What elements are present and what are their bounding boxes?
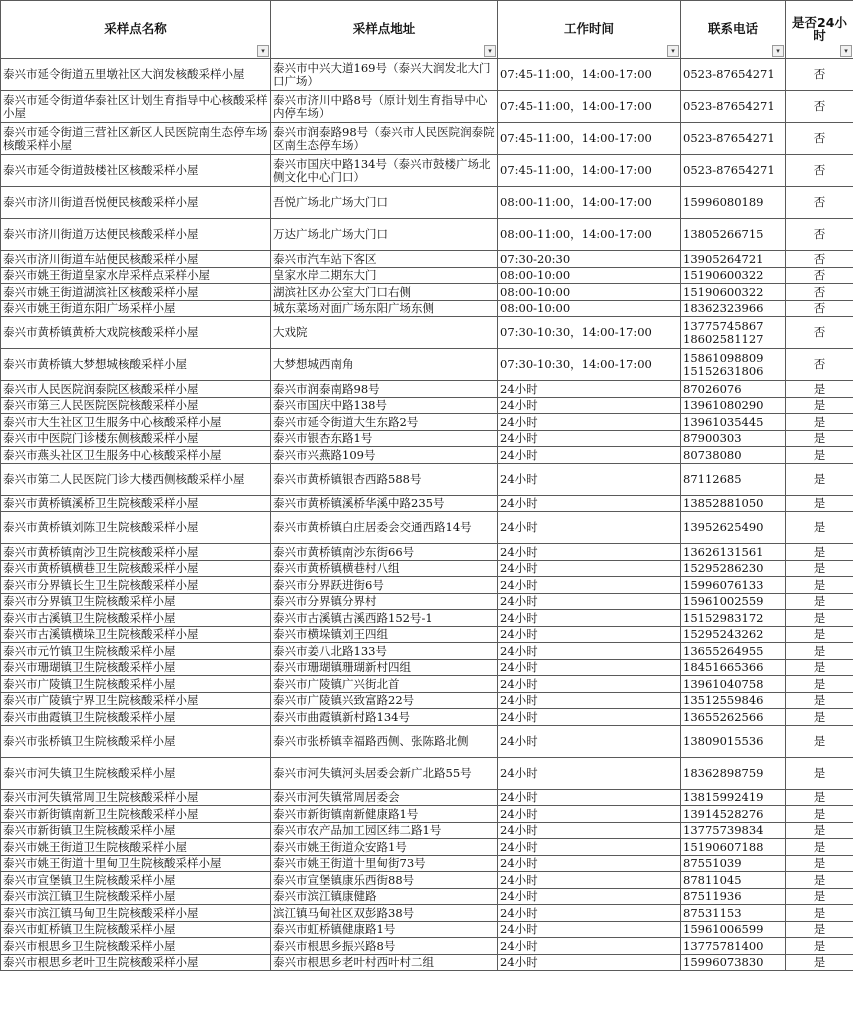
- table-row: [1, 219, 853, 251]
- cell-phone[interactable]: 15190600322: [681, 267, 786, 284]
- cell-phone[interactable]: 15295243262: [681, 626, 786, 643]
- cell-name[interactable]: 泰兴市广陵镇卫生院核酸采样小屋: [1, 676, 271, 693]
- table-row: [1, 954, 853, 971]
- cell-hours[interactable]: 24小时: [498, 789, 681, 806]
- cell-24h[interactable]: 是: [786, 626, 853, 643]
- cell-phone[interactable]: 15996080189: [681, 187, 786, 219]
- cell-name[interactable]: 泰兴市姚王街道十里甸卫生院核酸采样小屋: [1, 855, 271, 872]
- cell-hours[interactable]: 24小时: [498, 577, 681, 594]
- cell-address[interactable]: 泰兴市国庆中路134号（泰兴市鼓楼广场北侧文化中心门口）: [271, 155, 498, 187]
- table-row: [1, 610, 853, 627]
- cell-phone[interactable]: 87531153: [681, 905, 786, 922]
- cell-name[interactable]: 泰兴市济川街道吾悦便民核酸采样小屋: [1, 187, 271, 219]
- cell-24h[interactable]: 否: [786, 349, 853, 381]
- dropdown-filter-icon[interactable]: ▾: [772, 45, 784, 57]
- cell-24h[interactable]: 是: [786, 757, 853, 789]
- table-row: [1, 317, 853, 349]
- cell-phone[interactable]: 13961040758: [681, 676, 786, 693]
- cell-phone[interactable]: 15861098809 15152631806: [681, 349, 786, 381]
- cell-24h[interactable]: 否: [786, 317, 853, 349]
- cell-hours[interactable]: 24小时: [498, 381, 681, 398]
- cell-phone[interactable]: 13852881050: [681, 495, 786, 512]
- cell-hours[interactable]: 08:00-11:00，14:00-17:00: [498, 219, 681, 251]
- cell-hours[interactable]: 24小时: [498, 430, 681, 447]
- cell-hours[interactable]: 24小时: [498, 806, 681, 823]
- cell-hours[interactable]: 07:45-11:00，14:00-17:00: [498, 59, 681, 91]
- table-row: [1, 300, 853, 317]
- cell-phone[interactable]: 15996076133: [681, 577, 786, 594]
- cell-address[interactable]: 泰兴市国庆中路138号: [271, 397, 498, 414]
- cell-24h[interactable]: 是: [786, 544, 853, 561]
- cell-hours[interactable]: 24小时: [498, 725, 681, 757]
- cell-24h[interactable]: 是: [786, 855, 853, 872]
- cell-24h[interactable]: 是: [786, 822, 853, 839]
- cell-name[interactable]: 泰兴市分界镇卫生院核酸采样小屋: [1, 593, 271, 610]
- table-row: [1, 381, 853, 398]
- cell-name[interactable]: 泰兴市延令街道华泰社区计划生育指导中心核酸采样小屋: [1, 91, 271, 123]
- cell-24h[interactable]: 是: [786, 512, 853, 544]
- cell-phone[interactable]: 13512559846: [681, 692, 786, 709]
- cell-name[interactable]: 泰兴市黄桥镇大梦想城核酸采样小屋: [1, 349, 271, 381]
- cell-24h[interactable]: 是: [786, 954, 853, 971]
- cell-phone[interactable]: 13775739834: [681, 822, 786, 839]
- cell-phone[interactable]: 13952625490: [681, 512, 786, 544]
- cell-hours[interactable]: 07:30-10:30，14:00-17:00: [498, 349, 681, 381]
- cell-phone[interactable]: 18451665366: [681, 659, 786, 676]
- table-row: [1, 59, 853, 91]
- table-row: [1, 91, 853, 123]
- cell-hours[interactable]: 24小时: [498, 560, 681, 577]
- cell-name[interactable]: 泰兴市滨江镇卫生院核酸采样小屋: [1, 888, 271, 905]
- dropdown-filter-icon[interactable]: ▾: [840, 45, 852, 57]
- cell-address[interactable]: 泰兴市珊瑚镇珊瑚新村四组: [271, 659, 498, 676]
- cell-phone[interactable]: 13914528276: [681, 806, 786, 823]
- column-header-address[interactable]: 采样点地址 ▾: [271, 1, 498, 59]
- cell-24h[interactable]: 是: [786, 397, 853, 414]
- cell-24h[interactable]: 是: [786, 938, 853, 955]
- cell-address[interactable]: 泰兴市汽车站下客区: [271, 251, 498, 268]
- cell-name[interactable]: 泰兴市大生社区卫生服务中心核酸采样小屋: [1, 414, 271, 431]
- cell-phone[interactable]: 15961002559: [681, 593, 786, 610]
- table-row: [1, 267, 853, 284]
- cell-name[interactable]: 泰兴市人民医院润泰院区核酸采样小屋: [1, 381, 271, 398]
- cell-name[interactable]: 泰兴市延令街道三营社区新区人民医院南生态停车场核酸采样小屋: [1, 123, 271, 155]
- cell-phone[interactable]: 87551039: [681, 855, 786, 872]
- column-header-24h[interactable]: 是否24小时 ▾: [786, 1, 853, 59]
- cell-address[interactable]: 泰兴市张桥镇幸福路西侧、张陈路北侧: [271, 725, 498, 757]
- cell-24h[interactable]: 是: [786, 414, 853, 431]
- cell-hours[interactable]: 24小时: [498, 757, 681, 789]
- cell-hours[interactable]: 24小时: [498, 512, 681, 544]
- cell-hours[interactable]: 24小时: [498, 397, 681, 414]
- table-row: [1, 921, 853, 938]
- cell-24h[interactable]: 是: [786, 921, 853, 938]
- cell-name[interactable]: 泰兴市广陵镇宁界卫生院核酸采样小屋: [1, 692, 271, 709]
- table-row: [1, 806, 853, 823]
- cell-address[interactable]: 吾悦广场北广场大门口: [271, 187, 498, 219]
- cell-24h[interactable]: 否: [786, 59, 853, 91]
- cell-phone[interactable]: 13655262566: [681, 709, 786, 726]
- cell-hours[interactable]: 24小时: [498, 414, 681, 431]
- cell-address[interactable]: 泰兴市黄桥镇南沙东街66号: [271, 544, 498, 561]
- cell-24h[interactable]: 是: [786, 577, 853, 594]
- table-row: [1, 626, 853, 643]
- cell-phone[interactable]: 13775781400: [681, 938, 786, 955]
- cell-address[interactable]: 滨江镇马甸社区双彭路38号: [271, 905, 498, 922]
- cell-24h[interactable]: 是: [786, 495, 853, 512]
- cell-24h[interactable]: 否: [786, 251, 853, 268]
- cell-name[interactable]: 泰兴市分界镇长生卫生院核酸采样小屋: [1, 577, 271, 594]
- cell-name[interactable]: 泰兴市姚王街道皇家水岸采样点采样小屋: [1, 267, 271, 284]
- cell-address[interactable]: 泰兴市广陵镇广兴街北首: [271, 676, 498, 693]
- cell-address[interactable]: 泰兴市虹桥镇健康路1号: [271, 921, 498, 938]
- cell-address[interactable]: 泰兴市黄桥镇横巷村八组: [271, 560, 498, 577]
- table-row: [1, 414, 853, 431]
- cell-address[interactable]: 泰兴市河失镇河头居委会新广北路55号: [271, 757, 498, 789]
- cell-24h[interactable]: 否: [786, 284, 853, 301]
- cell-address[interactable]: 泰兴市黄桥镇溪桥华溪中路235号: [271, 495, 498, 512]
- cell-phone[interactable]: 13626131561: [681, 544, 786, 561]
- cell-address[interactable]: 泰兴市农产品加工园区纬二路1号: [271, 822, 498, 839]
- cell-name[interactable]: 泰兴市第二人民医院门诊大楼西侧核酸采样小屋: [1, 463, 271, 495]
- dropdown-filter-icon[interactable]: ▾: [257, 45, 269, 57]
- table-row: [1, 577, 853, 594]
- cell-name[interactable]: 泰兴市延令街道五里墩社区大润发核酸采样小屋: [1, 59, 271, 91]
- cell-hours[interactable]: 24小时: [498, 610, 681, 627]
- cell-hours[interactable]: 24小时: [498, 822, 681, 839]
- cell-name[interactable]: 泰兴市古溪镇卫生院核酸采样小屋: [1, 610, 271, 627]
- cell-name[interactable]: 泰兴市河失镇卫生院核酸采样小屋: [1, 757, 271, 789]
- cell-hours[interactable]: 24小时: [498, 954, 681, 971]
- table-row: [1, 789, 853, 806]
- cell-hours[interactable]: 07:45-11:00，14:00-17:00: [498, 91, 681, 123]
- cell-hours[interactable]: 24小时: [498, 855, 681, 872]
- cell-name[interactable]: 泰兴市珊瑚镇卫生院核酸采样小屋: [1, 659, 271, 676]
- cell-name[interactable]: 泰兴市宣堡镇卫生院核酸采样小屋: [1, 872, 271, 889]
- cell-address[interactable]: 泰兴市银杏东路1号: [271, 430, 498, 447]
- table-row: [1, 284, 853, 301]
- cell-24h[interactable]: 是: [786, 692, 853, 709]
- cell-phone[interactable]: 13775745867 18602581127: [681, 317, 786, 349]
- cell-24h[interactable]: 是: [786, 560, 853, 577]
- cell-phone[interactable]: 87900303: [681, 430, 786, 447]
- cell-24h[interactable]: 是: [786, 643, 853, 660]
- cell-name[interactable]: 泰兴市济川街道车站便民核酸采样小屋: [1, 251, 271, 268]
- cell-address[interactable]: 泰兴市润泰路98号（泰兴市人民医院润泰院区南生态停车场）: [271, 123, 498, 155]
- cell-24h[interactable]: 是: [786, 872, 853, 889]
- table-row: [1, 123, 853, 155]
- cell-address[interactable]: 泰兴市姜八北路133号: [271, 643, 498, 660]
- cell-hours[interactable]: 24小时: [498, 872, 681, 889]
- cell-phone[interactable]: 18362898759: [681, 757, 786, 789]
- cell-hours[interactable]: 24小时: [498, 921, 681, 938]
- cell-hours[interactable]: 24小时: [498, 544, 681, 561]
- cell-name[interactable]: 泰兴市济川街道万达便民核酸采样小屋: [1, 219, 271, 251]
- cell-address[interactable]: 泰兴市黄桥镇白庄居委会交通西路14号: [271, 512, 498, 544]
- cell-phone[interactable]: 80738080: [681, 447, 786, 464]
- cell-name[interactable]: 泰兴市黄桥镇刘陈卫生院核酸采样小屋: [1, 512, 271, 544]
- cell-address[interactable]: 泰兴市宣堡镇康乐西街88号: [271, 872, 498, 889]
- table-row: [1, 187, 853, 219]
- cell-name[interactable]: 泰兴市姚王街道东阳广场采样小屋: [1, 300, 271, 317]
- table-row: [1, 692, 853, 709]
- dropdown-filter-icon[interactable]: ▾: [484, 45, 496, 57]
- cell-name[interactable]: 泰兴市根思乡老叶卫生院核酸采样小屋: [1, 954, 271, 971]
- cell-phone[interactable]: 87112685: [681, 463, 786, 495]
- cell-24h[interactable]: 是: [786, 888, 853, 905]
- cell-name[interactable]: 泰兴市第三人民医院医院核酸采样小屋: [1, 397, 271, 414]
- cell-phone[interactable]: 18362323966: [681, 300, 786, 317]
- cell-24h[interactable]: 否: [786, 300, 853, 317]
- cell-24h[interactable]: 是: [786, 381, 853, 398]
- cell-address[interactable]: 万达广场北广场大门口: [271, 219, 498, 251]
- cell-phone[interactable]: 15152983172: [681, 610, 786, 627]
- cell-phone[interactable]: 0523-87654271: [681, 123, 786, 155]
- cell-24h[interactable]: 是: [786, 593, 853, 610]
- cell-address[interactable]: 泰兴市滨江镇康健路: [271, 888, 498, 905]
- cell-hours[interactable]: 24小时: [498, 938, 681, 955]
- cell-address[interactable]: 湖滨社区办公室大门口右侧: [271, 284, 498, 301]
- cell-24h[interactable]: 是: [786, 839, 853, 856]
- table-row: [1, 251, 853, 268]
- cell-phone[interactable]: 15190607188: [681, 839, 786, 856]
- table-row: [1, 430, 853, 447]
- cell-phone[interactable]: 0523-87654271: [681, 59, 786, 91]
- column-header-name[interactable]: 采样点名称 ▾: [1, 1, 271, 59]
- cell-hours[interactable]: 07:30-10:30，14:00-17:00: [498, 317, 681, 349]
- table-row: [1, 725, 853, 757]
- cell-24h[interactable]: 是: [786, 789, 853, 806]
- cell-address[interactable]: 泰兴市分界跃进街6号: [271, 577, 498, 594]
- cell-phone[interactable]: 13655264955: [681, 643, 786, 660]
- cell-hours[interactable]: 24小时: [498, 626, 681, 643]
- cell-hours[interactable]: 24小时: [498, 463, 681, 495]
- cell-name[interactable]: 泰兴市虹桥镇卫生院核酸采样小屋: [1, 921, 271, 938]
- table-row: [1, 349, 853, 381]
- table-row: [1, 463, 853, 495]
- cell-address[interactable]: 泰兴市姚王街道十里甸街73号: [271, 855, 498, 872]
- cell-phone[interactable]: 87811045: [681, 872, 786, 889]
- cell-address[interactable]: 泰兴市曲霞镇新村路134号: [271, 709, 498, 726]
- table-row: [1, 447, 853, 464]
- table-row: [1, 839, 853, 856]
- cell-address[interactable]: 泰兴市润泰南路98号: [271, 381, 498, 398]
- cell-phone[interactable]: 87026076: [681, 381, 786, 398]
- cell-phone[interactable]: 13805266715: [681, 219, 786, 251]
- table-row: [1, 643, 853, 660]
- cell-phone[interactable]: 0523-87654271: [681, 155, 786, 187]
- cell-phone[interactable]: 0523-87654271: [681, 91, 786, 123]
- cell-address[interactable]: 泰兴市古溪镇古溪西路152号-1: [271, 610, 498, 627]
- cell-name[interactable]: 泰兴市姚王街道湖滨社区核酸采样小屋: [1, 284, 271, 301]
- cell-hours[interactable]: 24小时: [498, 676, 681, 693]
- table-row: [1, 495, 853, 512]
- table-row: [1, 855, 853, 872]
- cell-phone[interactable]: 87511936: [681, 888, 786, 905]
- cell-24h[interactable]: 否: [786, 267, 853, 284]
- cell-address[interactable]: 泰兴市新街镇南新健康路1号: [271, 806, 498, 823]
- cell-phone[interactable]: 15190600322: [681, 284, 786, 301]
- cell-name[interactable]: 泰兴市黄桥镇黄桥大戏院核酸采样小屋: [1, 317, 271, 349]
- cell-hours[interactable]: 24小时: [498, 692, 681, 709]
- cell-hours[interactable]: 24小时: [498, 447, 681, 464]
- cell-24h[interactable]: 否: [786, 123, 853, 155]
- header-row: [1, 1, 853, 59]
- cell-address[interactable]: 泰兴市兴燕路109号: [271, 447, 498, 464]
- cell-24h[interactable]: 否: [786, 187, 853, 219]
- table-row: [1, 938, 853, 955]
- table-row: [1, 676, 853, 693]
- cell-name[interactable]: 泰兴市新街镇卫生院核酸采样小屋: [1, 822, 271, 839]
- cell-name[interactable]: 泰兴市河失镇常周卫生院核酸采样小屋: [1, 789, 271, 806]
- cell-phone[interactable]: 13809015536: [681, 725, 786, 757]
- column-header-hours[interactable]: 工作时间 ▾: [498, 1, 681, 59]
- table-row: [1, 709, 853, 726]
- cell-phone[interactable]: 13815992419: [681, 789, 786, 806]
- cell-address[interactable]: 大戏院: [271, 317, 498, 349]
- cell-address[interactable]: 泰兴市横垛镇刘王四组: [271, 626, 498, 643]
- cell-address[interactable]: 泰兴市根思乡老叶村西叶村二组: [271, 954, 498, 971]
- cell-hours[interactable]: 24小时: [498, 905, 681, 922]
- cell-hours[interactable]: 08:00-10:00: [498, 300, 681, 317]
- cell-24h[interactable]: 否: [786, 155, 853, 187]
- cell-24h[interactable]: 否: [786, 91, 853, 123]
- cell-name[interactable]: 泰兴市新街镇南新卫生院核酸采样小屋: [1, 806, 271, 823]
- table-row: [1, 659, 853, 676]
- cell-address[interactable]: 泰兴市姚王街道众安路1号: [271, 839, 498, 856]
- cell-address[interactable]: 泰兴市济川中路8号（原计划生育指导中心内停车场）: [271, 91, 498, 123]
- cell-hours[interactable]: 07:45-11:00，14:00-17:00: [498, 123, 681, 155]
- cell-24h[interactable]: 是: [786, 905, 853, 922]
- cell-name[interactable]: 泰兴市黄桥镇南沙卫生院核酸采样小屋: [1, 544, 271, 561]
- cell-hours[interactable]: 24小时: [498, 888, 681, 905]
- table-row: [1, 872, 853, 889]
- cell-address[interactable]: 大梦想城西南角: [271, 349, 498, 381]
- cell-name[interactable]: 泰兴市元竹镇卫生院核酸采样小屋: [1, 643, 271, 660]
- cell-name[interactable]: 泰兴市张桥镇卫生院核酸采样小屋: [1, 725, 271, 757]
- cell-address[interactable]: 泰兴市黄桥镇银杏西路588号: [271, 463, 498, 495]
- table-row: [1, 560, 853, 577]
- cell-24h[interactable]: 是: [786, 463, 853, 495]
- cell-24h[interactable]: 是: [786, 430, 853, 447]
- table-row: [1, 397, 853, 414]
- cell-phone[interactable]: 15961006599: [681, 921, 786, 938]
- cell-address[interactable]: 城东菜场对面广场东阳广场东侧: [271, 300, 498, 317]
- cell-address[interactable]: 皇家水岸二期东大门: [271, 267, 498, 284]
- cell-hours[interactable]: 24小时: [498, 593, 681, 610]
- cell-24h[interactable]: 是: [786, 725, 853, 757]
- cell-24h[interactable]: 是: [786, 610, 853, 627]
- table-row: [1, 888, 853, 905]
- table-row: [1, 544, 853, 561]
- cell-name[interactable]: 泰兴市黄桥镇横巷卫生院核酸采样小屋: [1, 560, 271, 577]
- cell-phone[interactable]: 13961080290: [681, 397, 786, 414]
- cell-name[interactable]: 泰兴市滨江镇马甸卫生院核酸采样小屋: [1, 905, 271, 922]
- cell-name[interactable]: 泰兴市姚王街道卫生院核酸采样小屋: [1, 839, 271, 856]
- column-header-phone[interactable]: 联系电话 ▾: [681, 1, 786, 59]
- cell-name[interactable]: 泰兴市曲霞镇卫生院核酸采样小屋: [1, 709, 271, 726]
- table-row: [1, 512, 853, 544]
- cell-24h[interactable]: 是: [786, 447, 853, 464]
- cell-hours[interactable]: 24小时: [498, 659, 681, 676]
- dropdown-filter-icon[interactable]: ▾: [667, 45, 679, 57]
- cell-24h[interactable]: 是: [786, 806, 853, 823]
- cell-hours[interactable]: 07:30-20:30: [498, 251, 681, 268]
- cell-24h[interactable]: 是: [786, 676, 853, 693]
- cell-address[interactable]: 泰兴市分界镇分界村: [271, 593, 498, 610]
- cell-name[interactable]: 泰兴市延令街道鼓楼社区核酸采样小屋: [1, 155, 271, 187]
- cell-hours[interactable]: 24小时: [498, 839, 681, 856]
- cell-hours[interactable]: 08:00-10:00: [498, 267, 681, 284]
- cell-hours[interactable]: 24小时: [498, 709, 681, 726]
- table-row: [1, 757, 853, 789]
- cell-address[interactable]: 泰兴市河失镇常周居委会: [271, 789, 498, 806]
- table-row: [1, 822, 853, 839]
- table-row: [1, 593, 853, 610]
- cell-24h[interactable]: 否: [786, 219, 853, 251]
- table-row: [1, 155, 853, 187]
- cell-hours[interactable]: 08:00-11:00，14:00-17:00: [498, 187, 681, 219]
- cell-24h[interactable]: 是: [786, 709, 853, 726]
- cell-address[interactable]: 泰兴市中兴大道169号（泰兴大润发北大门口广场）: [271, 59, 498, 91]
- cell-hours[interactable]: 07:45-11:00，14:00-17:00: [498, 155, 681, 187]
- cell-phone[interactable]: 13905264721: [681, 251, 786, 268]
- cell-phone[interactable]: 15295286230: [681, 560, 786, 577]
- cell-phone[interactable]: 15996073830: [681, 954, 786, 971]
- cell-name[interactable]: 泰兴市黄桥镇溪桥卫生院核酸采样小屋: [1, 495, 271, 512]
- cell-name[interactable]: 泰兴市古溪镇横垛卫生院核酸采样小屋: [1, 626, 271, 643]
- cell-address[interactable]: 泰兴市根思乡振兴路8号: [271, 938, 498, 955]
- table-row: [1, 905, 853, 922]
- cell-name[interactable]: 泰兴市根思乡卫生院核酸采样小屋: [1, 938, 271, 955]
- cell-hours[interactable]: 24小时: [498, 495, 681, 512]
- cell-address[interactable]: 泰兴市延令街道大生东路2号: [271, 414, 498, 431]
- cell-address[interactable]: 泰兴市广陵镇兴致富路22号: [271, 692, 498, 709]
- cell-24h[interactable]: 是: [786, 659, 853, 676]
- cell-name[interactable]: 泰兴市中医院门诊楼东侧核酸采样小屋: [1, 430, 271, 447]
- cell-hours[interactable]: 24小时: [498, 643, 681, 660]
- cell-name[interactable]: 泰兴市燕头社区卫生服务中心核酸采样小屋: [1, 447, 271, 464]
- cell-hours[interactable]: 08:00-10:00: [498, 284, 681, 301]
- cell-phone[interactable]: 13961035445: [681, 414, 786, 431]
